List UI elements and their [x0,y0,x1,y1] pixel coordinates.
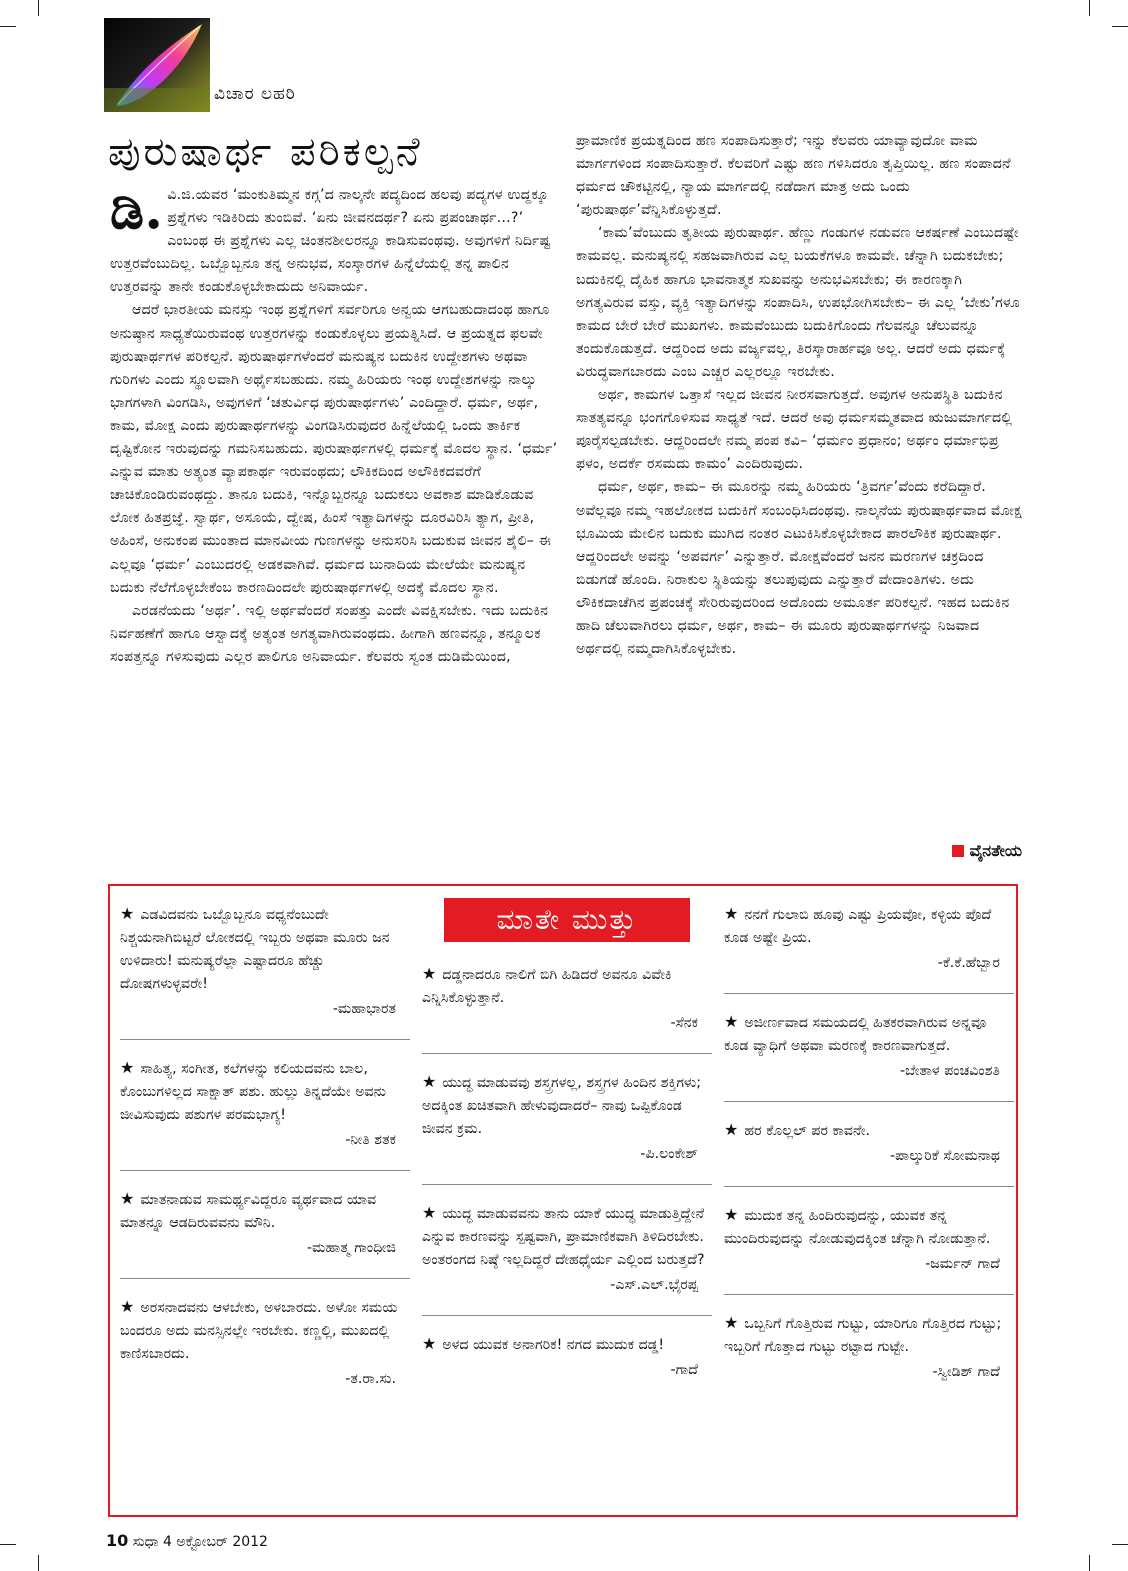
quote-attribution: -ಮಹಾಭಾರತ [332,1001,396,1017]
quote-attribution: -ಗಾದೆ [670,1362,698,1378]
quote-attribution: -ನೀತಿ ಶತಕ [345,1132,396,1148]
quote-attribution: -ಕೆ.ಕೆ.ಹೆಬ್ಬಾರ [937,955,1000,971]
divider [120,1170,410,1171]
article-paragraph: ಧರ್ಮ, ಅರ್ಥ, ಕಾಮ– ಈ ಮೂರನ್ನು ನಮ್ಮ ಹಿರಿಯರು ‘ತ್ರಿವರ್ಗ’ವೆಂದು ಕರೆದಿದ್ದಾರೆ. ಅವೆಲ್ಲವೂ ನಮ್ಮ ಇಹಲೋಕದ ಬದುಕಿಗೆ ಸಂಬಂಧಿಸಿದಂಥವು. ನಾಲ್ಕನೆಯ ಪುರುಷಾರ್ಥವಾದ ಮೋಕ್ಷ ಭೂಮಿಯ ಮೇಲಿನ ಬದುಕು ಮುಗಿದ ನಂತರ ಎಟುಕಿಸಿಕೊಳ್ಳಬೇಕಾದ ಪಾರಲೌಕಿಕ ಪುರುಷಾರ್ಥ. ಆದ್ದರಿಂದಲೇ ಅವನ್ನು ‘ಅಪವರ್ಗ’ ಎನ್ನುತ್ತಾರೆ. ಮೋಕ್ಷವೆಂದರೆ ಜನನ ಮರಣಗಳ ಚಕ್ರದಿಂದ ಬಿಡುಗಡೆ ಹೊಂದಿ. ನಿರಾಕುಲ ಸ್ಥಿತಿಯನ್ನು ತಲುಪುವುದು ಎನ್ನುತ್ತಾರೆ ವೇದಾಂತಿಗಳು. ಅದು ಲೌಕಿಕದಾಚೆಗಿನ ಪ್ರಪಂಚಕ್ಕೆ ಸೇರಿರುವುದರಿಂದ ಅದೊಂದು ಅಮೂರ್ತ ಪರಿಕಲ್ಪನೆ. ಇಹದ ಬದುಕಿನ ಹಾದಿ ಚೆಲುವಾಗಿರಲು ಧರ್ಮ, ಅರ್ಥ, ಕಾಮ– ಈ ಮೂರು ಪುರುಷಾರ್ಥಗಳನ್ನು ನಿಜವಾದ ಅರ್ಥದಲ್ಲಿ ನಮ್ಮದಾಗಿಸಿಕೊಳ್ಳಬೇಕು. [576,479,1022,658]
divider [422,1315,712,1316]
quote-text: ಹರ ಕೊಲ್ಲಲ್ ಪರ ಕಾವನೇ. [744,1123,871,1139]
star-icon: ★ [724,904,739,923]
divider [724,1294,1014,1295]
drop-cap: ಡಿ. [110,177,164,241]
red-square-icon [952,845,964,857]
quote-attribution: -ಎಸ್.ಎಲ್.ಭೈರಪ್ಪ [610,1277,698,1293]
crop-mark [0,1544,16,1545]
quote-text: ಎಡವಿದವನು ಒಬ್ಬೊಬ್ಬನೂ ವಧ್ಯನೆಂಬುದೇ ನಿಶ್ಚಯನಾಗಿಬಿಟ್ಟರೆ ಲೋಕದಲ್ಲಿ ಇಬ್ಬರು ಅಥವಾ ಮೂರು ಜನ ಉಳಿದಾರು! ಮನುಷ್ಯರೆಲ್ಲಾ ಎಷ್ಟಾದರೂ ಹೆಚ್ಚು ದೋಷಗಳುಳ್ಳವರೇ! [120,907,390,992]
feather-logo-icon [104,18,210,112]
quote-text: ಒಬ್ಬನಿಗೆ ಗೊತ್ತಿರುವ ಗುಟ್ಟು, ಯಾರಿಗೂ ಗೊತ್ತಿರದ ಗುಟ್ಟು; ಇಬ್ಬರಿಗೆ ಗೊತ್ತಾದ ಗುಟ್ಟು ರಟ್ಟಾದ ಗುಟ್ಟೇ. [724,1316,1002,1355]
quotes-column [422,898,712,1390]
quotes-box [108,884,1018,1517]
article-paragraph: ಎರಡನೆಯದು ‘ಅರ್ಥ’. ಇಲ್ಲಿ ಅರ್ಥವೆಂದರೆ ಸಂಪತ್ತು ಎಂದೇ ವಿವಕ್ಷಿಸಬೇಕು. ಇದು ಬದುಕಿನ ನಿರ್ವಹಣೆಗೆ ಹಾಗೂ ಆಸ್ವಾದಕ್ಕೆ ಅತ್ಯಂತ ಅಗತ್ಯವಾಗಿರುವಂಥದು. ಹೀಗಾಗಿ ಹಣವನ್ನೂ, ತನ್ಮೂಲಕ ಸಂಪತ್ತನ್ನೂ ಗಳಿಸುವುದು ಎಲ್ಲರ ಪಾಲಿಗೂ ಅನಿವಾರ್ಯ. ಕೆಲವರು ಸ್ವಂತ ದುಡಿಮೆಯಿಂದ, [110,602,549,665]
article-paragraph: ಆದರೆ ಭಾರತೀಯ ಮನಸ್ಸು ಇಂಥ ಪ್ರಶ್ನೆಗಳಿಗೆ ಸರ್ವರಿಗೂ ಅನ್ವಯ ಆಗಬಹುದಾದಂಥ ಹಾಗೂ ಅನುಷ್ಠಾನ ಸಾಧ್ಯತೆಯಿರುವಂಥ ಉತ್ತರಗಳನ್ನು ಕಂಡುಕೊಳ್ಳಲು ಪ್ರಯತ್ನಿಸಿದೆ. ಆ ಪ್ರಯತ್ನದ ಫಲವೇ ಪುರುಷಾರ್ಥಗಳ ಪರಿಕಲ್ಪನೆ. ಪುರುಷಾರ್ಥಗಳೆಂದರೆ ಮನುಷ್ಯನ ಬದುಕಿನ ಉದ್ದೇಶಗಳು ಅಥವಾ ಗುರಿಗಳು ಎಂದು ಸ್ಥೂಲವಾಗಿ ಅರ್ಥೈಸಬಹುದು. ನಮ್ಮ ಹಿರಿಯರು ಇಂಥ ಉದ್ದೇಶಗಳನ್ನು ನಾಲ್ಕು ಭಾಗಗಳಾಗಿ ವಿಂಗಡಿಸಿ, ಅವುಗಳಿಗೆ ‘ಚತುರ್ವಿಧ ಪುರುಷಾರ್ಥಗಳು’ ಎಂದಿದ್ದಾರೆ. ಧರ್ಮ, ಅರ್ಥ, ಕಾಮ, ಮೋಕ್ಷ ಎಂದು ಪುರುಷಾರ್ಥಗಳನ್ನು ವಿಂಗಡಿಸಿರುವುದರ ಹಿನ್ನೆಲೆಯಲ್ಲಿ ಒಂದು ತಾರ್ಕಿಕ ದೃಷ್ಟಿಕೋನ ಇರುವುದನ್ನು ಗಮನಿಸಬಹುದು. ಪುರುಷಾರ್ಥಗಳಲ್ಲಿ ಧರ್ಮಕ್ಕೆ ಮೊದಲ ಸ್ಥಾನ. ‘ಧರ್ಮ’ ಎನ್ನುವ ಮಾತು ಅತ್ಯಂತ ವ್ಯಾಪಕಾರ್ಥ ಇರುವಂಥದು; ಲೌಕಿಕದಿಂದ ಅಲೌಕಿಕದವರೆಗೆ ಚಾಚಿಕೊಂಡಿರುವಂಥದ್ದು. ತಾನೂ ಬದುಕಿ, ಇನ್ನೊಬ್ಬರನ್ನೂ ಬದುಕಲು ಅವಕಾಶ ಮಾಡಿಕೊಡುವ ಲೋಕ ಹಿತಪ್ರಜ್ಞೆ. ಸ್ವಾರ್ಥ, ಅಸೂಯೆ, ದ್ವೇಷ, ಹಿಂಸೆ ಇತ್ಯಾದಿಗಳನ್ನು ದೂರವಿರಿಸಿ ತ್ಯಾಗ, ಪ್ರೀತಿ, ಅಹಿಂಸೆ, ಅನುಕಂಪ ಮುಂತಾದ ಮಾನವೀಯ ಗುಣಗಳನ್ನು ಅನುಸರಿಸಿ ಬದುಕುವ ಜೀವನ ಶೈಲಿ– ಈ ಎಲ್ಲವೂ ‘ಧರ್ಮ’ ಎಂಬುದರಲ್ಲಿ ಅಡಕವಾಗಿವೆ. ಧರ್ಮದ ಬುನಾದಿಯ ಮೇಲೆಯೇ ಮನುಷ್ಯನ ಬದುಕು ನೆಲೆಗೊಳ್ಳಬೇಕೆಂಬ ಕಾರಣದಿಂದಲೇ ಪುರುಷಾರ್ಥಗಳಲ್ಲಿ ಅದಕ್ಕೆ ಮೊದಲ ಸ್ಥಾನ. [110,302,558,596]
quote-text: ಸಾಹಿತ್ಯ, ಸಂಗೀತ, ಕಲೆಗಳನ್ನು ಕಲಿಯದವನು ಬಾಲ, ಕೊಂಬುಗಳಿಲ್ಲದ ಸಾಕ್ಷಾತ್ ಪಶು. ಹುಲ್ಲು ತಿನ್ನದೆಯೇ ಅವನು ಜೀವಿಸುವುದು ಪಶುಗಳ ಪರಮಭಾಗ್ಯ! [120,1061,387,1123]
byline [952,841,1022,861]
quote-item [120,1052,410,1160]
star-icon: ★ [422,1203,437,1222]
quotes-title: ಮಾತೇ ಮುತ್ತು [444,898,690,942]
article-paragraph: ಅರ್ಥ, ಕಾಮಗಳ ಒತ್ತಾಸೆ ಇಲ್ಲದ ಜೀವನ ನೀರಸವಾಗುತ್ತದೆ. ಅವುಗಳ ಅನುಪಸ್ಥಿತಿ ಬದುಕಿನ ಸಾತತ್ಯವನ್ನೂ ಭಂಗಗೊಳಿಸುವ ಸಾಧ್ಯತೆ ಇದೆ. ಆದರೆ ಅವು ಧರ್ಮಸಮ್ಮತವಾದ ಋಜುಮಾರ್ಗದಲ್ಲಿ ಪೂರೈಸಲ್ಪಡಬೇಕು. ಆದ್ದರಿಂದಲೇ ನಮ್ಮ ಪಂಪ ಕವಿ– ‘ಧರ್ಮಂ ಪ್ರಧಾನಂ; ಅರ್ಥಂ ಧರ್ಮಾಭಿಪ್ರ ಫಳಂ, ಅದರ್ಕೆ ರಸಮದು ಕಾಮಂ’ ಎಂದಿರುವುದು. [576,387,1013,473]
quote-attribution: -ತ.ರಾ.ಸು. [345,1371,396,1387]
page-footer [106,1531,268,1550]
quote-attribution: -ಸೆನಕ [670,1015,698,1031]
star-icon: ★ [422,964,437,983]
quotes-title-banner [422,898,712,950]
quote-attribution: -ಮಹಾತ್ಮ ಗಾಂಧೀಜಿ [306,1240,396,1256]
quote-text: ನನಗೆ ಗುಲಾಬಿ ಹೂವು ಎಷ್ಟು ಪ್ರಿಯವೋ, ಕಳ್ಳಿಯ ಪೊದೆ ಕೂಡ ಅಷ್ಟೇ ಪ್ರಿಯ. [724,907,992,946]
divider [724,993,1014,994]
divider [120,1278,410,1279]
star-icon: ★ [724,1313,739,1332]
article-paragraph: ಡಿ. ವಿ.ಜಿ.ಯವರ ‘ಮಂಕುತಿಮ್ಮನ ಕಗ್ಗ’ದ ನಾಲ್ಕನೇ ಪದ್ಯದಿಂದ ಹಲವು ಪದ್ಯಗಳ ಉದ್ದಕ್ಕೂ ಪ್ರಶ್ನೆಗಳು ಇಡಿಕಿರಿದು ತುಂಬಿವೆ. ‘ಏನು ಜೀವನದರ್ಥ? ಏನು ಪ್ರಪಂಚಾರ್ಥ...?’ ಎಂಬಂಥ ಈ ಪ್ರಶ್ನೆಗಳು ಎಲ್ಲ ಚಿಂತನಶೀಲರನ್ನೂ ಕಾಡಿಸುವಂಥವು. ಅವುಗಳಿಗೆ ನಿರ್ದಿಷ್ಟ ಉತ್ತರವೆಂಬುದಿಲ್ಲ. ಒಬ್ಬೊಬ್ಬನೂ ತನ್ನ ಅನುಭವ, ಸಂಸ್ಕಾರಗಳ ಹಿನ್ನೆಲೆಯಲ್ಲಿ ತನ್ನ ಪಾಲಿನ ಉತ್ತರವನ್ನು ತಾನೇ ಕಂಡುಕೊಳ್ಳಬೇಕಾದುದು ಅನಿವಾರ್ಯ. [110,177,551,296]
quote-attribution: -ಬೇತಾಳ ಪಂಚವಿಂಶತಿ [899,1063,1000,1079]
quote-item [724,1114,1014,1176]
crop-mark [0,26,16,27]
quote-text: ಅಳದ ಯುವಕ ಅನಾಗರಿಕ! ನಗದ ಮುದುಕ ದಡ್ಡ! [442,1337,665,1353]
article-column-right [576,130,1022,661]
quote-text: ಮಾತನಾಡುವ ಸಾಮರ್ಥ್ಯವಿದ್ದರೂ ವ್ಯರ್ಥವಾದ ಯಾವ ಮಾತನ್ನೂ ಆಡದಿರುವವನು ಮೌನಿ. [120,1192,377,1231]
quotes-column [120,898,410,1399]
divider [422,1184,712,1185]
issue-date: 4 ಅಕ್ಟೋಬರ್ 2012 [163,1534,268,1550]
crop-mark [38,1555,39,1571]
quote-item [120,898,410,1029]
quote-text: ಅರಸನಾದವನು ಆಳಬೇಕು, ಅಳಬಾರದು. ಅಳೋ ಸಮಯ ಬಂದರೂ ಅದು ಮನಸ್ಸಿನಲ್ಲೇ ಇರಬೇಕು. ಕಣ್ಣಲ್ಲಿ, ಮುಖದಲ್ಲಿ ಕಾಣಿಸಬಾರದು. [120,1300,398,1362]
quote-item [120,1183,410,1268]
byline-author: ವೈನತೇಯ [969,841,1022,860]
magazine-name: ಸುಧಾ [132,1534,159,1550]
quote-item [724,1307,1014,1392]
star-icon: ★ [724,1012,739,1031]
crop-mark [1112,26,1128,27]
quote-item [422,1066,712,1174]
quote-item [724,1006,1014,1091]
quote-item [422,1328,712,1390]
quote-attribution: -ಜರ್ಮನ್ ಗಾದೆ [925,1256,1000,1272]
quote-item [422,1197,712,1305]
star-icon: ★ [422,1334,437,1353]
divider [422,1053,712,1054]
star-icon: ★ [724,1205,739,1224]
quotes-column [724,898,1014,1392]
quote-text: ಮುದುಕ ತನ್ನ ಹಿಂದಿರುವುದನ್ನು, ಯುವಕ ತನ್ನ ಮುಂದಿರುವುದನ್ನು ನೋಡುವುದಕ್ಕಿಂತ ಚೆನ್ನಾಗಿ ನೋಡುತ್ತಾನೆ. [724,1208,991,1247]
section-label: ವಿಚಾರ ಲಹರಿ [214,84,296,104]
quote-attribution: -ಪಿ.ಲಂಕೇಶ್ [640,1146,698,1162]
crop-mark [38,0,39,16]
crop-mark [1112,1544,1128,1545]
quote-item [724,1199,1014,1284]
divider [724,1101,1014,1102]
article-title: ಪುರುಷಾರ್ಥ ಪರಿಕಲ್ಪನೆ [108,129,423,175]
divider [120,1039,410,1040]
star-icon: ★ [120,904,135,923]
quote-text: ಯುದ್ಧ ಮಾಡುವವು ಶಸ್ತ್ರಗಳಲ್ಲ, ಶಸ್ತ್ರಗಳ ಹಿಂದಿನ ಶಕ್ತಿಗಳು; ಅದಕ್ಕಿಂತ ಖಚಿತವಾಗಿ ಹೇಳುವುದಾದರೆ– ನಾವು ಒಪ್ಪಿಕೊಂಡ ಜೀವನ ಕ್ರಮ. [422,1075,702,1137]
star-icon: ★ [120,1058,135,1077]
star-icon: ★ [120,1297,135,1316]
quote-item [120,1291,410,1399]
quote-attribution: -ಸ್ವೀಡಿಶ್ ಗಾದೆ [932,1364,1000,1380]
star-icon: ★ [724,1120,739,1139]
page-number: 10 [106,1531,129,1550]
quote-item [422,958,712,1043]
crop-mark [1089,0,1090,16]
article-paragraph: ಪ್ರಾಮಾಣಿಕ ಪ್ರಯತ್ನದಿಂದ ಹಣ ಸಂಪಾದಿಸುತ್ತಾರೆ; ಇನ್ನು ಕೆಲವರು ಯಾವ್ಯಾವುದೋ ವಾಮ ಮಾರ್ಗಗಳಿಂದ ಸಂಪಾದಿಸುತ್ತಾರೆ. ಕೆಲವರಿಗೆ ಎಷ್ಟು ಹಣ ಗಳಿಸಿದರೂ ತೃಪ್ತಿಯಿಲ್ಲ. ಹಣ ಸಂಪಾದನೆ ಧರ್ಮದ ಚೌಕಟ್ಟಿನಲ್ಲಿ, ನ್ಯಾಯ ಮಾರ್ಗದಲ್ಲಿ ನಡೆದಾಗ ಮಾತ್ರ ಅದು ಒಂದು ‘ಪುರುಷಾರ್ಥ’ವೆನ್ನಿಸಿಕೊಳ್ಳುತ್ತದೆ. [576,133,1011,219]
crop-mark [1089,1555,1090,1571]
article-paragraph: ‘ಕಾಮ’ವೆಂಬುದು ತೃತೀಯ ಪುರುಷಾರ್ಥ. ಹೆಣ್ಣು ಗಂಡುಗಳ ನಡುವಣ ಆಕರ್ಷಣೆ ಎಂಬುದಷ್ಟೇ ಕಾಮವಲ್ಲ. ಮನುಷ್ಯನಲ್ಲಿ ಸಹಜವಾಗಿರುವ ಎಲ್ಲ ಬಯಕೆಗಳೂ ಕಾಮವೇ. ಚೆನ್ನಾಗಿ ಬದುಕಬೇಕು; ಬದುಕಿನಲ್ಲಿ ದೈಹಿಕ ಹಾಗೂ ಭಾವನಾತ್ಮಕ ಸುಖವನ್ನು ಅನುಭವಿಸಬೇಕು; ಈ ಕಾರಣಕ್ಕಾಗಿ ಅಗತ್ಯವಿರುವ ವಸ್ತು, ವ್ಯಕ್ತಿ ಇತ್ಯಾದಿಗಳನ್ನು ಸಂಪಾದಿಸಿ, ಉಪಭೋಗಿಸಬೇಕು– ಈ ಎಲ್ಲ ‘ಬೇಕು’ಗಳೂ ಕಾಮದ ಬೇರೆ ಬೇರೆ ಮುಖಗಳು. ಕಾಮವೆಂಬುದು ಬದುಕಿಗೊಂದು ಗೆಲವನ್ನೂ ಚೆಲುವನ್ನೂ ತಂದುಕೊಡುತ್ತದೆ. ಆದ್ದರಿಂದ ಅದು ವರ್ಜ್ಯವಲ್ಲ, ತಿರಸ್ಕಾರಾರ್ಹವೂ ಅಲ್ಲ. ಆದರೆ ಅದು ಧರ್ಮಕ್ಕೆ ವಿರುದ್ಧವಾಗಬಾರದು ಎಂಬ ಎಚ್ಚರ ಎಲ್ಲರಲ್ಲೂ ಇರಬೇಕು. [576,225,1020,380]
divider [724,1186,1014,1187]
quote-text: ದಡ್ಡನಾದರೂ ನಾಲಿಗೆ ಬಿಗಿ ಹಿಡಿದರೆ ಅವನೂ ವಿವೇಕಿ ಎನ್ನಿಸಿಕೊಳ್ಳುತ್ತಾನೆ. [422,967,672,1006]
star-icon: ★ [422,1072,437,1091]
quote-item [724,898,1014,983]
article-column-left [110,177,562,669]
quote-text: ಯುದ್ಧ ಮಾಡುವವನು ತಾನು ಯಾಕೆ ಯುದ್ಧ ಮಾಡುತ್ತಿದ್ದೇನೆ ಎನ್ನುವ ಕಾರಣವನ್ನು ಸ್ಪಷ್ಟವಾಗಿ, ಪ್ರಾಮಾಣಿಕವಾಗಿ ತಿಳಿದಿರಬೇಕು. ಅಂತರಂಗದ ನಿಷ್ಠೆ ಇಲ್ಲದಿದ್ದರೆ ದೇಹಧೈರ್ಯ ಎಲ್ಲಿಂದ ಬರುತ್ತದೆ? [422,1206,705,1268]
quote-text: ಅಜೀರ್ಣವಾದ ಸಮಯದಲ್ಲಿ ಹಿತಕರವಾಗಿರುವ ಅನ್ನವೂ ಕೂಡ ವ್ಯಾಧಿಗೆ ಅಥವಾ ಮರಣಕ್ಕೆ ಕಾರಣವಾಗುತ್ತದೆ. [724,1015,987,1054]
quote-attribution: -ಪಾಲ್ಕುರಿಕೆ ಸೋಮನಾಥ [889,1148,1000,1164]
star-icon: ★ [120,1189,135,1208]
